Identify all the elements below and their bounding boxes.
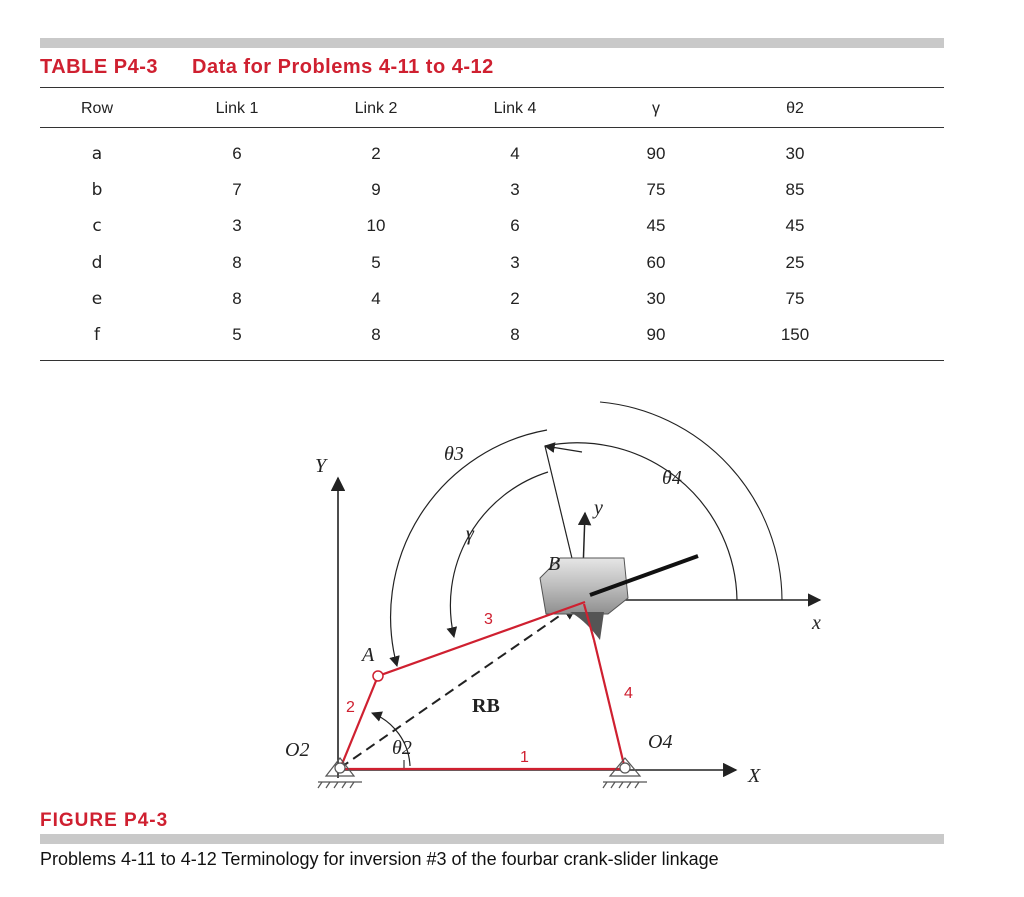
table-cell: 45 (646, 216, 666, 235)
label-y-local: y (594, 497, 603, 519)
row-label: f (94, 325, 100, 345)
figure-bar (40, 834, 944, 844)
table-cell: 3 (510, 180, 520, 199)
label-link-3: 3 (484, 611, 493, 628)
table-cell: 150 (780, 325, 810, 344)
table-cell: 30 (785, 144, 805, 163)
figure-caption: Problems 4-11 to 4-12 Terminology for inversion #3 of the fourbar crank-slider linkage (40, 849, 719, 869)
label-x-global: X (748, 765, 761, 787)
label-gamma: γ (466, 523, 474, 545)
theta4-arrow (545, 446, 582, 452)
label-o4: O4 (648, 731, 673, 753)
label-link-4: 4 (624, 685, 633, 702)
table-cell: 75 (646, 180, 666, 199)
table-cell: 9 (371, 180, 381, 199)
table-cell: 90 (646, 325, 666, 344)
figure-number: FIGURE P4-3 (40, 810, 169, 831)
header-link1: Link 1 (215, 100, 259, 117)
label-a: A (362, 644, 375, 666)
row-label: d (91, 253, 103, 273)
table-cell: 8 (371, 325, 381, 344)
table-cell: 5 (371, 253, 381, 272)
table-cell: 8 (232, 253, 242, 272)
label-y-global: Y (315, 455, 327, 477)
table-cell: 4 (510, 144, 520, 163)
table-cell: 3 (232, 216, 242, 235)
theta3-arc (391, 430, 547, 666)
gamma-arc (450, 472, 548, 637)
table-cell: 75 (785, 289, 805, 308)
table-cell: 45 (785, 216, 805, 235)
table-cell: 90 (646, 144, 666, 163)
header-link4: Link 4 (493, 100, 537, 117)
table-cell: 6 (510, 216, 520, 235)
ground-o2 (318, 758, 362, 788)
table-cell: 4 (371, 289, 381, 308)
table-cell: 60 (646, 253, 666, 272)
table-title: Data for Problems 4-11 to 4-12 (192, 56, 494, 78)
row-label: b (91, 180, 103, 200)
table-cell: 2 (371, 144, 381, 163)
table-cell: 85 (785, 180, 805, 199)
table-cell: 8 (232, 289, 242, 308)
label-theta2: θ2 (392, 737, 412, 759)
row-label: e (91, 289, 103, 309)
table-number: TABLE P4-3 (40, 56, 158, 78)
table-cell: 30 (646, 289, 666, 308)
link-3 (378, 602, 585, 676)
table-cell: 5 (232, 325, 242, 344)
header-theta2: θ2 (786, 100, 804, 117)
label-o2: O2 (285, 739, 310, 761)
table-cell: 25 (785, 253, 805, 272)
table-cell: 10 (366, 216, 386, 235)
label-b: B (548, 553, 561, 575)
label-rb: RB (472, 695, 500, 717)
table-cell: 7 (232, 180, 242, 199)
row-label: c (92, 216, 102, 236)
rb-vector (340, 603, 578, 768)
link-4 (594, 640, 625, 769)
label-link-1: 1 (520, 749, 529, 766)
header-link2: Link 2 (354, 100, 398, 117)
label-theta4: θ4 (662, 467, 682, 489)
ground-o4 (603, 758, 647, 788)
header-gamma: γ (652, 100, 660, 117)
outer-arc (600, 402, 782, 600)
header-row: Row (80, 100, 113, 117)
label-x-local: x (812, 612, 821, 634)
table-cell: 8 (510, 325, 520, 344)
table-cell: 2 (510, 289, 520, 308)
table-cell: 6 (232, 144, 242, 163)
pin-a (373, 671, 383, 681)
label-link-2: 2 (346, 699, 355, 716)
table-cell: 3 (510, 253, 520, 272)
row-label: a (91, 144, 103, 164)
label-theta3: θ3 (444, 443, 464, 465)
